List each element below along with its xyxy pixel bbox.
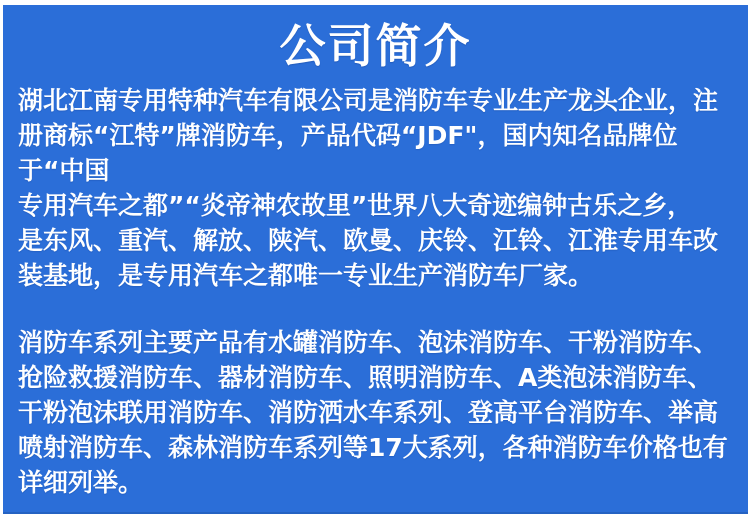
- text-line: 是东风、重汽、解放、陕汽、欧曼、庆铃、江铃、江淮专用车改: [18, 226, 719, 255]
- text-line: 喷射消防车、森林消防车系列等17大系列，各种消防车价格也有: [18, 433, 728, 462]
- text-line: 干粉泡沫联用消防车、消防洒水车系列、登高平台消防车、举高: [18, 398, 719, 427]
- text-line: 湖北江南专用特种汽车有限公司是消防车专业生产龙头企业，注: [18, 86, 719, 115]
- section-title: 公司简介: [279, 19, 472, 73]
- paragraph-company-intro: [18, 83, 730, 293]
- profile-text: [18, 83, 730, 500]
- text-line: 册商标“江特”牌消防车，产品代码“JDF"，国内知名品牌位: [18, 121, 678, 150]
- text-line: 消防车系列主要产品有水罐消防车、泡沫消防车、干粉消防车、: [18, 328, 719, 357]
- text-line: 于“中国: [18, 156, 110, 185]
- paragraph-product-series: [18, 325, 730, 500]
- text-line: 装基地，是专用汽车之都唯一专业生产消防车厂家。: [18, 261, 594, 290]
- text-line: 专用汽车之都”“炎帝神农故里”世界八大奇迹编钟古乐之乡，: [18, 191, 693, 220]
- text-line: 抢险救援消防车、器材消防车、照明消防车、A类泡沫消防车、: [18, 363, 713, 392]
- text-line: 详细列举。: [18, 468, 144, 497]
- company-profile-section: [3, 5, 748, 514]
